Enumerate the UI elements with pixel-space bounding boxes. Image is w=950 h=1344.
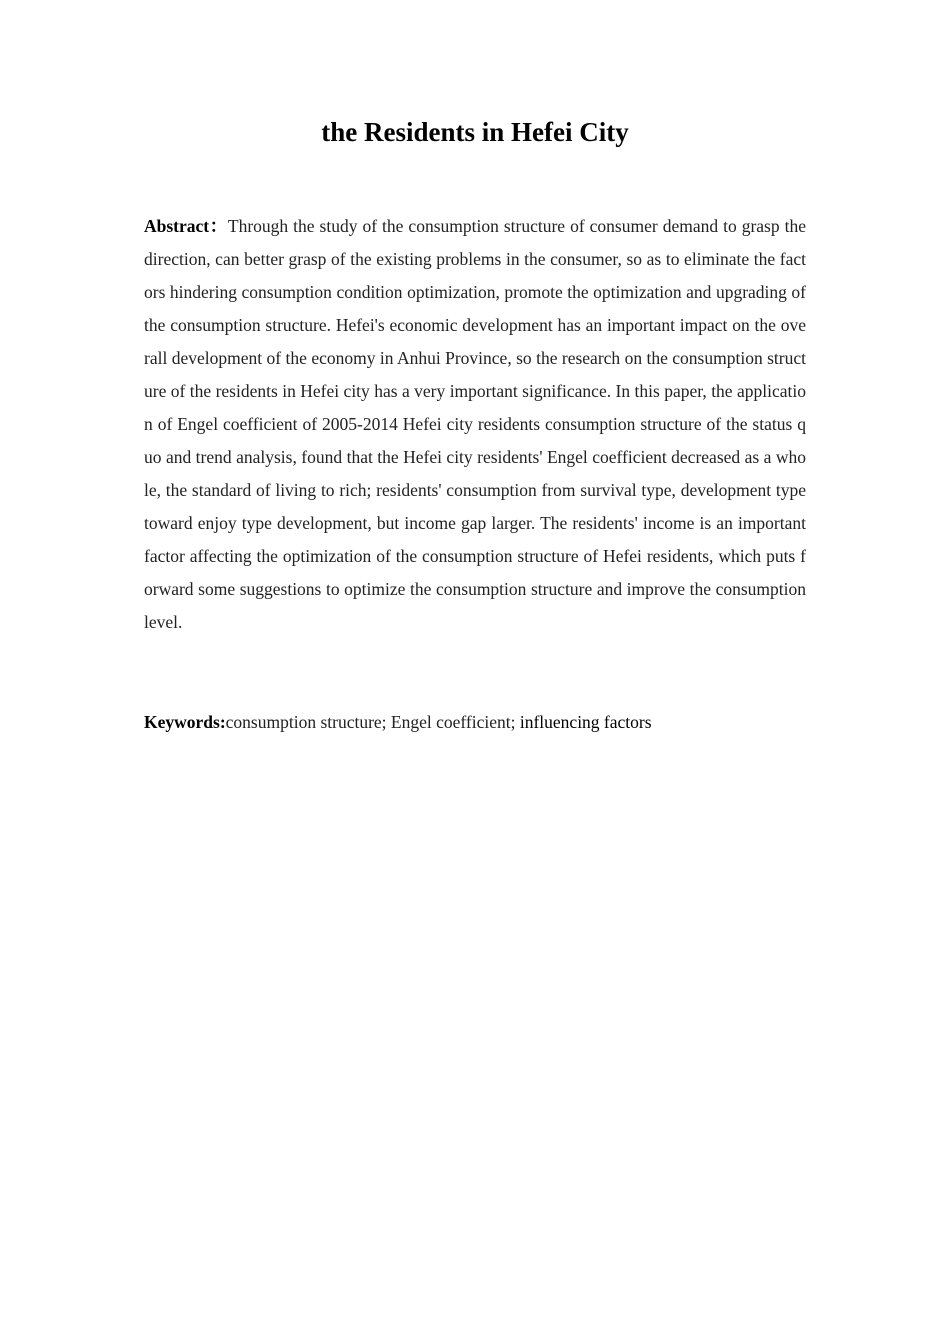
keyword-item: Engel coefficient; <box>390 712 520 732</box>
abstract-label: Abstract： <box>144 216 228 236</box>
keyword-item: consumption structure; <box>225 712 391 732</box>
abstract-text: Through the study of the consumption structure of consumer demand to grasp the direction, can better grasp of the existing problems in the consumer, so as to eliminate the factors hindering consumption condition optimization, promote the optimization and upgrading of the consumption structure. Hefei's economic development has an important impact on the overall development of the economy in Anhui Province, so the research on the consumption structure of the residents in Hefei city has a very important significance. In this paper, the application of Engel coefficient of 2005-2014 Hefei city residents consumption structure of the status quo and trend analysis, found that the Hefei city residents' Engel coefficient decreased as a whole, the standard of living to rich; residents' consumption from survival type, development type toward enjoy type development, but income gap larger. The residents' income is an important factor affecting the optimization of the consumption structure of Hefei residents, which puts forward some suggestions to optimize the consumption structure and improve the consumption level. <box>144 216 807 632</box>
keyword-item: influencing factors <box>519 712 652 732</box>
keywords-line <box>144 706 806 739</box>
abstract-paragraph <box>144 210 806 639</box>
keywords-label: Keywords: <box>144 712 226 732</box>
paper-title: the Residents in Hefei City <box>321 117 629 147</box>
